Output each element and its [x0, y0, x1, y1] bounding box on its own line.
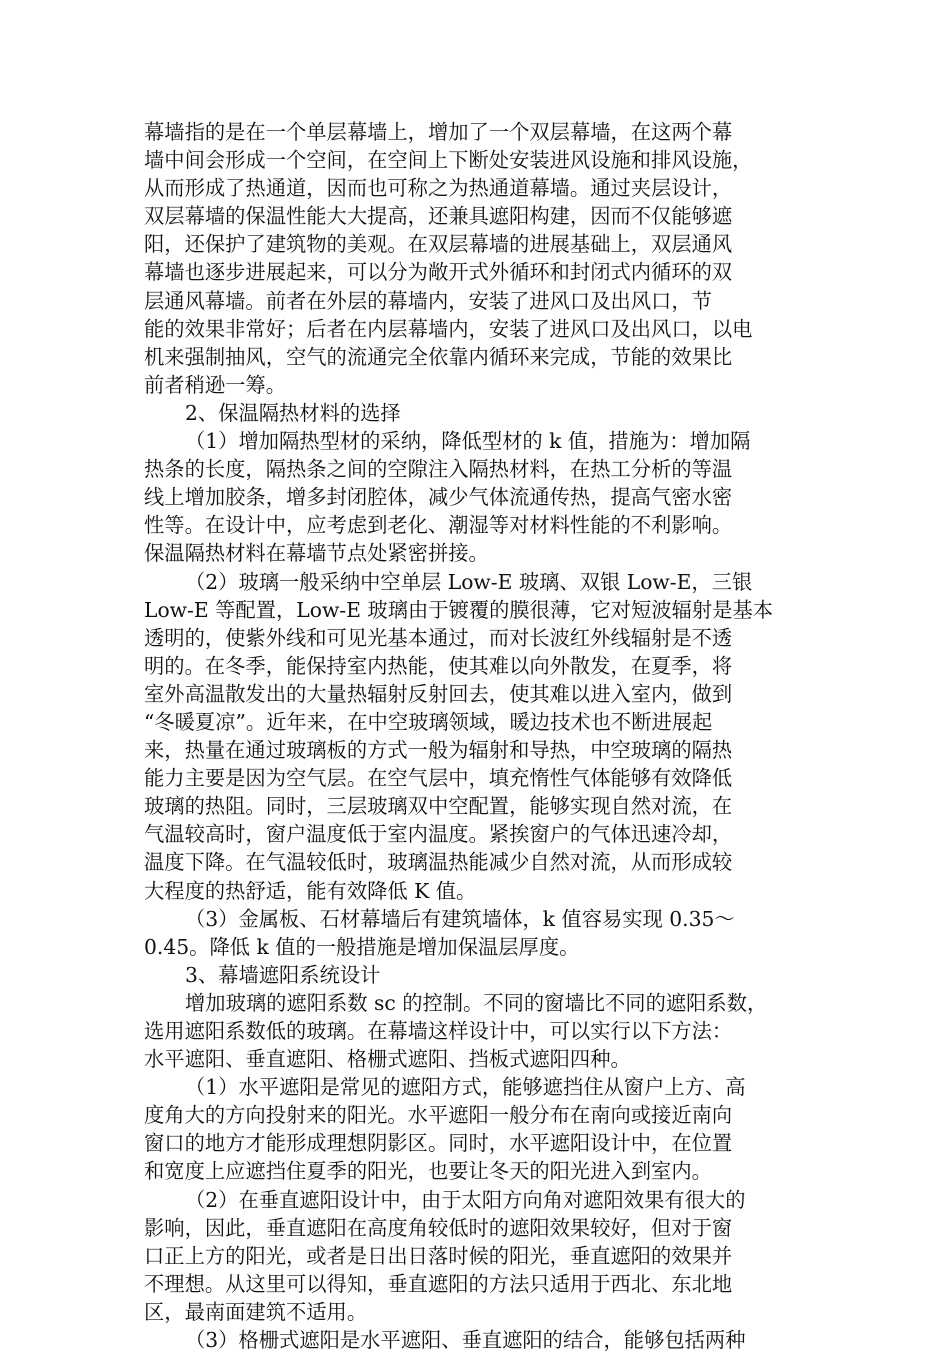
text-line: 机来强制抽风，空气的流通完全依靠内循环来完成，节能的效果比 [144, 344, 733, 369]
text-line: 影响，因此，垂直遮阳在高度角较低时的遮阳效果较好，但对于窗 [144, 1215, 733, 1240]
text-line: 度角大的方向投射来的阳光。水平遮阳一般分布在南向或接近南向 [144, 1103, 733, 1128]
text-line: 从而形成了热通道，因而也可称之为热通道幕墙。通过夹层设计， [144, 176, 733, 201]
text-line: 和宽度上应遮挡住夏季的阳光，也要让冬天的阳光进入到室内。 [144, 1159, 712, 1184]
text-line: 阳，还保护了建筑物的美观。在双层幕墙的进展基础上，双层通风 [144, 232, 733, 257]
text-line: 保温隔热材料在幕墙节点处紧密拼接。 [144, 541, 489, 566]
text-line: 墙中间会形成一个空间，在空间上下断处安装进风设施和排风设施， [144, 148, 753, 173]
text-line: 前者稍逊一筹。 [144, 372, 286, 397]
text-line: 明的。在冬季，能保持室内热能，使其难以向外散发，在夏季，将 [144, 653, 733, 678]
text-line: 室外高温散发出的大量热辐射反射回去，使其难以进入室内，做到 [144, 681, 733, 706]
text-line: 气温较高时，窗户温度低于室内温度。紧挨窗户的气体迅速冷却， [144, 822, 733, 847]
text-line: （2）玻璃一般采纳中空单层 Low-E 玻璃、双银 Low-E，三银 [185, 569, 753, 594]
text-line: 大程度的热舒适，能有效降低 K 值。 [144, 878, 477, 903]
text-line: 幕墙指的是在一个单层幕墙上，增加了一个双层幕墙，在这两个幕 [144, 120, 733, 144]
text-line: 3、幕墙遮阳系统设计 [185, 962, 381, 987]
text-line: 0.45。降低 k 值的一般措施是增加保温层厚度。 [144, 934, 580, 959]
text-line: 热条的长度，隔热条之间的空隙注入隔热材料，在热工分析的等温 [144, 457, 733, 482]
text-line: Low-E 等配置，Low-E 玻璃由于镀覆的膜很薄，它对短波辐射是基本 [144, 597, 774, 622]
text-line: 不理想。从这里可以得知，垂直遮阳的方法只适用于西北、东北地 [144, 1271, 733, 1296]
text-line: 区，最南面建筑不适用。 [144, 1299, 368, 1324]
text-line: 线上增加胶条，增多封闭腔体，减少气体流通传热，提高气密水密 [144, 485, 733, 510]
text-line: 温度下降。在气温较低时，玻璃温热能减少自然对流，从而形成较 [144, 850, 733, 875]
text-line: （3）格栅式遮阳是水平遮阳、垂直遮阳的结合，能够包括两种 [185, 1328, 746, 1353]
text-line: （1）增加隔热型材的采纳，降低型材的 k 值，措施为：增加隔 [185, 429, 751, 454]
text-line: （1）水平遮阳是常见的遮阳方式，能够遮挡住从窗户上方、高 [185, 1075, 746, 1100]
text-line: 增加玻璃的遮阳系数 sc 的控制。不同的窗墙比不同的遮阳系数， [185, 990, 768, 1015]
text-line: 能力主要是因为空气层。在空气层中，填充惰性气体能够有效降低 [144, 766, 733, 791]
text-line: 口正上方的阳光，或者是日出日落时候的阳光，垂直遮阳的效果并 [144, 1243, 733, 1268]
text-line: 性等。在设计中，应考虑到老化、潮湿等对材料性能的不利影响。 [144, 513, 733, 538]
document-body [144, 118, 812, 1354]
text-line: （2）在垂直遮阳设计中，由于太阳方向角对遮阳效果有很大的 [185, 1187, 746, 1212]
text-line: “冬暖夏凉”。近年来，在中空玻璃领域，暖边技术也不断进展起 [144, 709, 713, 734]
text-line: 能的效果非常好；后者在内层幕墙内，安装了进风口及出风口，以电 [144, 316, 753, 341]
text-line: 幕墙也逐步进展起来，可以分为敞开式外循环和封闭式内循环的双 [144, 260, 733, 285]
text-line: 层通风幕墙。前者在外层的幕墙内，安装了进风口及出风口，节 [144, 288, 712, 313]
text-line: 2、保温隔热材料的选择 [185, 400, 401, 425]
text-line: 双层幕墙的保温性能大大提高，还兼具遮阳构建，因而不仅能够遮 [144, 204, 733, 229]
text-line: （3）金属板、石材幕墙后有建筑墙体，k 值容易实现 0.35～ [185, 906, 735, 931]
text-line: 来，热量在通过玻璃板的方式一般为辐射和导热，中空玻璃的隔热 [144, 738, 733, 763]
text-line: 玻璃的热阻。同时，三层玻璃双中空配置，能够实现自然对流，在 [144, 794, 733, 819]
text-line: 窗口的地方才能形成理想阴影区。同时，水平遮阳设计中，在位置 [144, 1131, 733, 1156]
text-line: 透明的，使紫外线和可见光基本通过，而对长波红外线辐射是不透 [144, 625, 733, 650]
text-line: 选用遮阳系数低的玻璃。在幕墙这样设计中，可以实行以下方法： [144, 1019, 733, 1043]
text-line: 水平遮阳、垂直遮阳、格栅式遮阳、挡板式遮阳四种。 [144, 1047, 631, 1072]
